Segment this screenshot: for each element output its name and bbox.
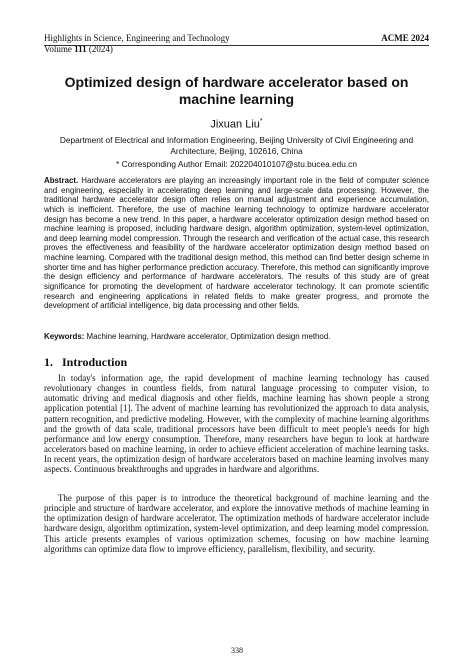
- conference-name: ACME 2024: [381, 33, 429, 43]
- keywords: [44, 332, 429, 342]
- volume-year: (2024): [86, 44, 113, 54]
- keywords-label: Keywords:: [44, 332, 85, 341]
- abstract-text: Hardware accelerators are playing an increasingly important role in the field of computer science and engineering, especially in accelerating deep learning and large-scale data processing. However, the traditional hardware accelerator design often relies on manual adjustment and experience accumulation, which is inefficient. Therefore, the use of machine learning technology to optimize hardware accelerator design has become a new trend. In this paper, a hardware accelerator optimization design method based on machine learning is proposed, including hardware design, algorithm optimization, system-level optimization, and deep learning model compression. Through the research and verification of the actual case, this research proves the effectiveness and feasibility of the hardware accelerator optimization design method based on machine learning. Compared with the traditional design method, this method can find better design scheme in shorter time and has higher performance prediction accuracy. Therefore, this method can significantly improve the design efficiency and performance of hardware accelerators. The results of this study are of great significance for promoting the development of hardware accelerator technology. It can promote scientific research and engineering applications in related fields to make greater progress, and promote the development of artificial intelligence, big data processing and other fields.: [44, 176, 429, 311]
- header-rule: [44, 45, 429, 46]
- volume-number: 111: [74, 44, 87, 54]
- author-name: Jixuan Liu: [210, 118, 260, 131]
- body-paragraph: The purpose of this paper is to introduce the theoretical background of machine learning and the principle and structure of hardware accelerator, and explore the innovative methods of machine learning in the optimization design of hardware accelerator. The optimization methods of hardware accelerator include hardware design, algorithm optimization, system-level optimization, and deep learning model compression. This article presents examples of various optimization schemes, focusing on how machine learning algorithms can optimize data flow to improve efficiency, parallelism, flexibility, and security.: [44, 493, 429, 554]
- page-number: 338: [231, 646, 243, 655]
- section-heading: [44, 355, 127, 369]
- corresponding-email: * Corresponding Author Email: 202204010107@stu.bucea.edu.cn: [116, 159, 357, 169]
- section-title: Introduction: [62, 355, 128, 369]
- abstract-label: Abstract.: [44, 176, 79, 185]
- body-paragraph: In today's information age, the rapid development of machine learning technology has caused revolutionary changes in countless fields, from natural language processing to computer vision, to automatic driving and medical diagnosis and other fields, machine learning has shown people a strong application potential [1]. The advent of machine learning has revolutionized the approach to data analysis, pattern recognition, and predictive modeling. However, with the complexity of machine learning algorithms and the growth of data scale, traditional processors have been difficult to meet people's needs for high performance and low energy consumption. Therefore, many researchers have begun to look at hardware accelerators based on machine learning, in order to achieve efficient acceleration of machine learning tasks. In recent years, the optimization design of hardware accelerators based on machine learning involves many aspects. Continuous breakthroughs and upgrades in hardware and algorithms.: [44, 373, 429, 475]
- paper-title: Optimized design of hardware accelerator based on machine learning: [64, 74, 409, 107]
- abstract: [44, 176, 429, 311]
- author-affiliation: Department of Electrical and Information Engineering, Beijing University of Civil Engineering and Architecture, Beijing, 102616, China: [59, 135, 414, 156]
- volume-prefix: Volume: [44, 44, 75, 54]
- journal-name: Highlights in Science, Engineering and Technology: [44, 33, 230, 43]
- running-header-left: [44, 33, 230, 55]
- author-mark: *: [259, 118, 263, 125]
- author-line: [44, 115, 429, 132]
- keywords-text: Machine learning, Hardware accelerator, Optimization design method.: [84, 332, 331, 341]
- section-number: 1.: [44, 355, 53, 369]
